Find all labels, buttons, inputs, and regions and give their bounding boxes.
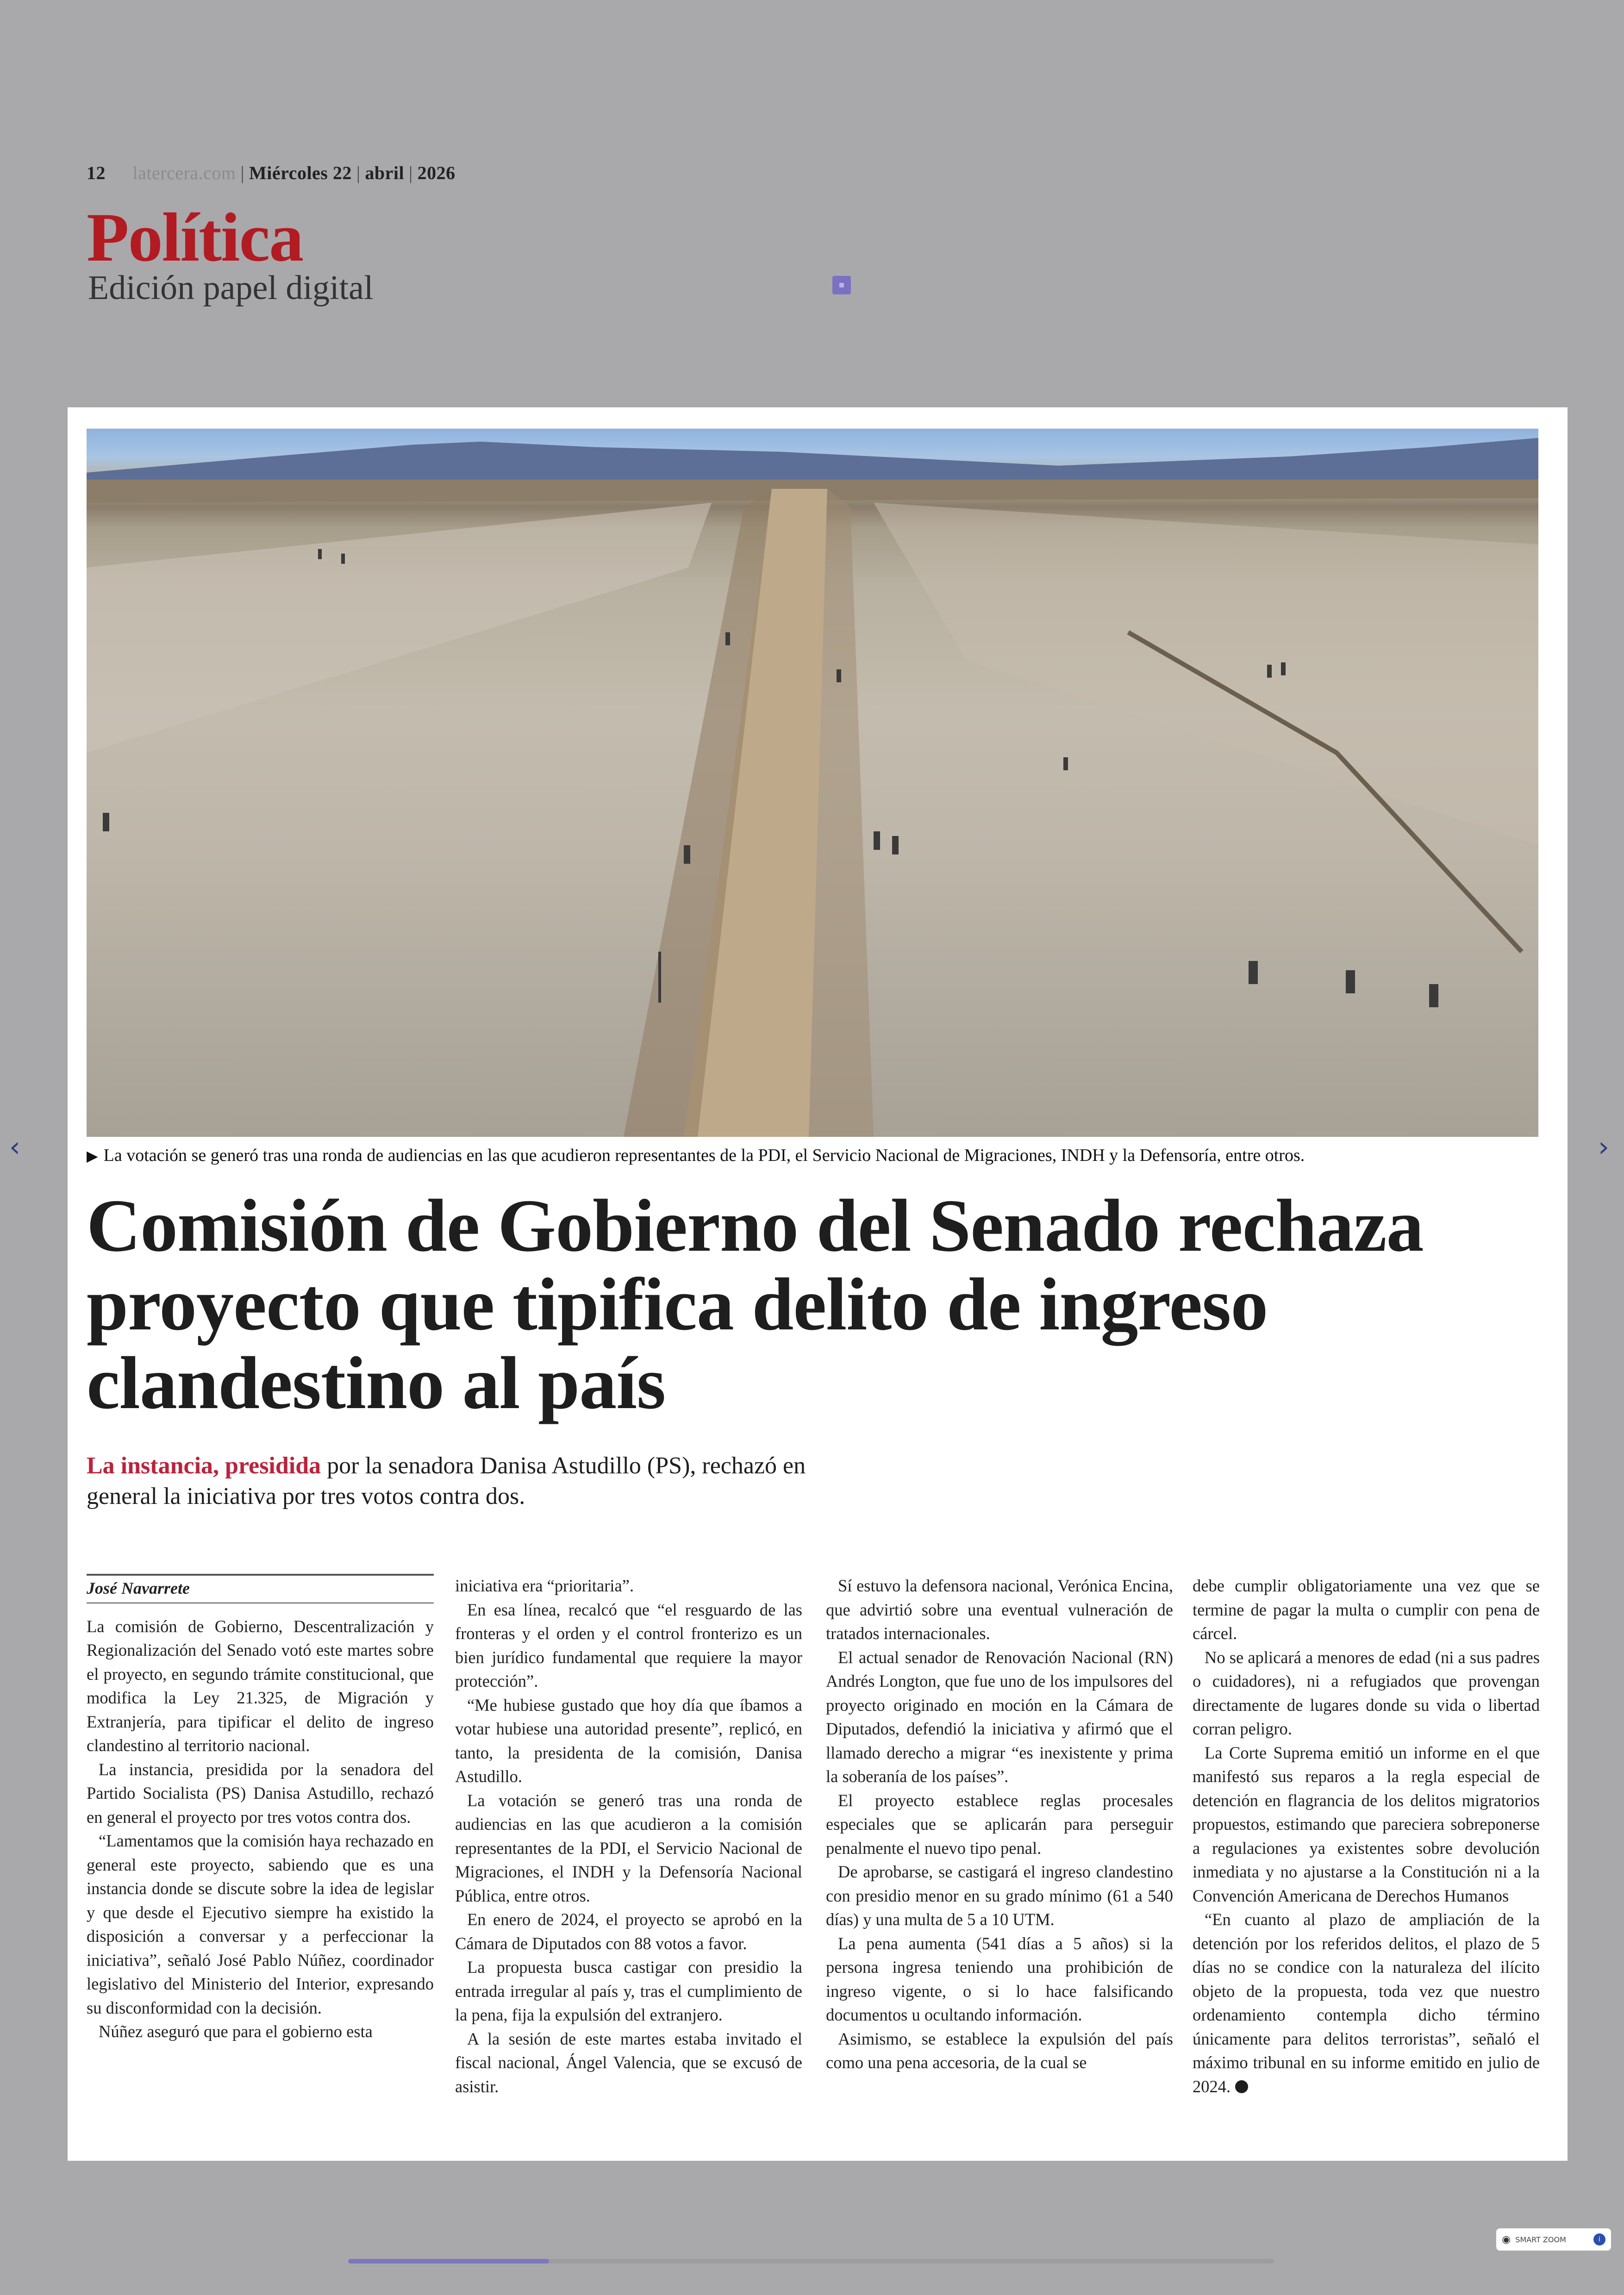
caption-arrow-icon: ▶ <box>87 1148 98 1164</box>
author-byline: José Navarrete <box>87 1574 434 1603</box>
deck-lead: La instancia, presidida <box>87 1453 321 1479</box>
article-headline: Comisión de Gobierno del Senado rechaza proyecto que tipifica delito de ingreso clandestino al país <box>87 1185 1424 1425</box>
article-column-1 <box>87 1574 434 2044</box>
paragraph: En enero de 2024, el proyecto se aprobó en la Cámara de Diputados con 88 votos a favor. <box>455 1910 802 1953</box>
paragraph: iniciativa era “prioritaria”. <box>455 1576 634 1595</box>
date-year: 2026 <box>417 162 456 183</box>
paragraph: La comisión de Gobierno, Descentralización y Regionalización del Senado votó este martes sobre el proyecto, en segundo trámite constitucional, que modifica la Ley 21.325, de Migración y Extranjería, para tipificar el delito de ingreso clandestino al territorio nacional. <box>87 1616 434 1755</box>
paragraph: Sí estuvo la defensora nacional, Verónica Encina, que advirtió sobre una eventual vulneración de tratados internacionales. <box>826 1576 1173 1643</box>
article-column-2 <box>455 1574 802 2098</box>
article-column-3 <box>826 1574 1173 2075</box>
page-progress-bar[interactable] <box>348 2259 1274 2264</box>
paragraph: El proyecto establece reglas procesales especiales que se aplicarán para perseguir penalmente el nuevo tipo penal. <box>826 1790 1173 1858</box>
paragraph: La Corte Suprema emitió un informe en el que manifestó sus reparos a la regla especial de detención en flagrancia de los delitos migratorios propuestos, estimando que pareciera sobreponerse a regulaciones ya existentes sobre devolución inmediata y no ajustarse a la Constitución ni a la Convención Americana de Derechos Humanos <box>1193 1743 1540 1905</box>
paragraph: La votación se generó tras una ronda de audiencias en las que acudieron a la comisión representantes de la PDI, el Servicio Nacional de Migraciones, el INDH y la Defensoría Nacional Pública, entre otros. <box>455 1790 802 1905</box>
paragraph: En esa línea, recalcó que “el resguardo de las fronteras y el orden y el control fronterizo es un bien jurídico fundamental que requiere la mayor protección”. <box>455 1600 802 1690</box>
eye-icon: ◉ <box>1502 2233 1511 2245</box>
end-of-article-icon <box>1235 2080 1248 2093</box>
page-number: 12 <box>87 162 106 183</box>
desert-border-trench-illustration <box>87 429 1538 1137</box>
article-photo <box>87 429 1538 1137</box>
photo-caption <box>87 1145 1538 1166</box>
info-badge-icon: i <box>1593 2233 1605 2245</box>
newspaper-page <box>68 407 1568 2161</box>
paragraph: La instancia, presidida por la senadora del Partido Socialista (PS) Danisa Astudillo, rechazó en general el proyecto por tres votos contra dos. <box>87 1759 434 1827</box>
paragraph: La propuesta busca castigar con presidio la entrada irregular al país y, tras el cumplimiento de la pena, fija la expulsión del extranjero. <box>455 1958 802 2024</box>
site-name: latercera.com <box>132 162 236 183</box>
page-progress-fill <box>348 2259 549 2264</box>
paragraph: De aprobarse, se castigará el ingreso clandestino con presidio menor en su grado mínimo (61 a 540 días) y una multa de 5 a 10 UTM. <box>826 1862 1173 1929</box>
photo-caption-text: La votación se generó tras una ronda de audiencias en las que acudieron representantes de la PDI, el Servicio Nacional de Migraciones, INDH y la Defensoría, entre otros. <box>103 1146 1305 1165</box>
paragraph-text: “En cuanto al plazo de ampliación de la detención por los referidos delitos, el plazo de 5 días no se condice con la naturaleza del ilícito objeto de la propuesta, toda vez que nuestro ordenamiento contempla dicho término únicamente para delitos terroristas”, señaló el máximo tribunal en su informe emitido en julio de 2024. <box>1193 1910 1540 2096</box>
date-day: Miércoles 22 <box>249 162 352 183</box>
next-page-icon[interactable]: › <box>1598 1131 1609 1163</box>
section-title: Política <box>87 199 303 276</box>
masthead-dateline: 12 latercera.com | Miércoles 22 | abril | 2026 <box>87 162 456 183</box>
paragraph: debe cumplir obligatoriamente una vez que se termine de pagar la multa o cumplir con pena de cárcel. <box>1193 1576 1540 1643</box>
article-column-4 <box>1193 1574 1540 2098</box>
paragraph: A la sesión de este martes estaba invitado el fiscal nacional, Ángel Valencia, que se excusó de asistir. <box>455 2029 802 2096</box>
paragraph: No se aplicará a menores de edad (ni a sus padres o cuidadores), ni a refugiados que provengan directamente de lugares donde su vida o libertad corran peligro. <box>1193 1647 1540 1738</box>
article-deck <box>87 1451 874 1512</box>
date-month: abril <box>365 162 405 183</box>
paragraph: El actual senador de Renovación Nacional (RN) Andrés Longton, que fue uno de los impulsores del proyecto originado en moción en la Cámara de Diputados, defendió la iniciativa y afirmó que el llamado derecho a migrar “es inexistente y prima la soberanía de los países”. <box>826 1647 1173 1786</box>
smart-zoom-button[interactable] <box>1496 2228 1611 2251</box>
page-marker-icon[interactable] <box>832 276 851 294</box>
paragraph: Asimismo, se establece la expulsión del país como una pena accesoria, de la cual se <box>826 2029 1173 2072</box>
deck-rest: por la senadora Danisa Astudillo (PS), rechazó en general la iniciativa por tres votos contra dos. <box>87 1453 806 1509</box>
paragraph: Núñez aseguró que para el gobierno esta <box>99 2022 373 2041</box>
paragraph <box>1193 1908 1540 2098</box>
paragraph: “Me hubiese gustado que hoy día que íbamos a votar hubiese una autoridad presente”, replicó, en tanto, la presidenta de la comisión, Danisa Astudillo. <box>455 1695 802 1786</box>
paragraph: “Lamentamos que la comisión haya rechazado en general este proyecto, sabiendo que es una instancia donde se discute sobre la idea de legislar y que desde el Ejecutivo siempre ha existido la disposición a conversar y a perfeccionar la iniciativa”, señaló José Pablo Núñez, coordinador legislativo del Ministerio del Interior, expresando su disconformidad con la decisión. <box>87 1831 434 2017</box>
edition-label: Edición papel digital <box>88 269 374 307</box>
prev-page-icon[interactable]: ‹ <box>9 1131 20 1163</box>
smart-zoom-label: SMART ZOOM <box>1515 2235 1566 2244</box>
paragraph: La pena aumenta (541 días a 5 años) si la persona ingresa teniendo una prohibición de ingreso vigente, o si lo hace falsificando documentos u ocultando información. <box>826 1933 1173 2024</box>
